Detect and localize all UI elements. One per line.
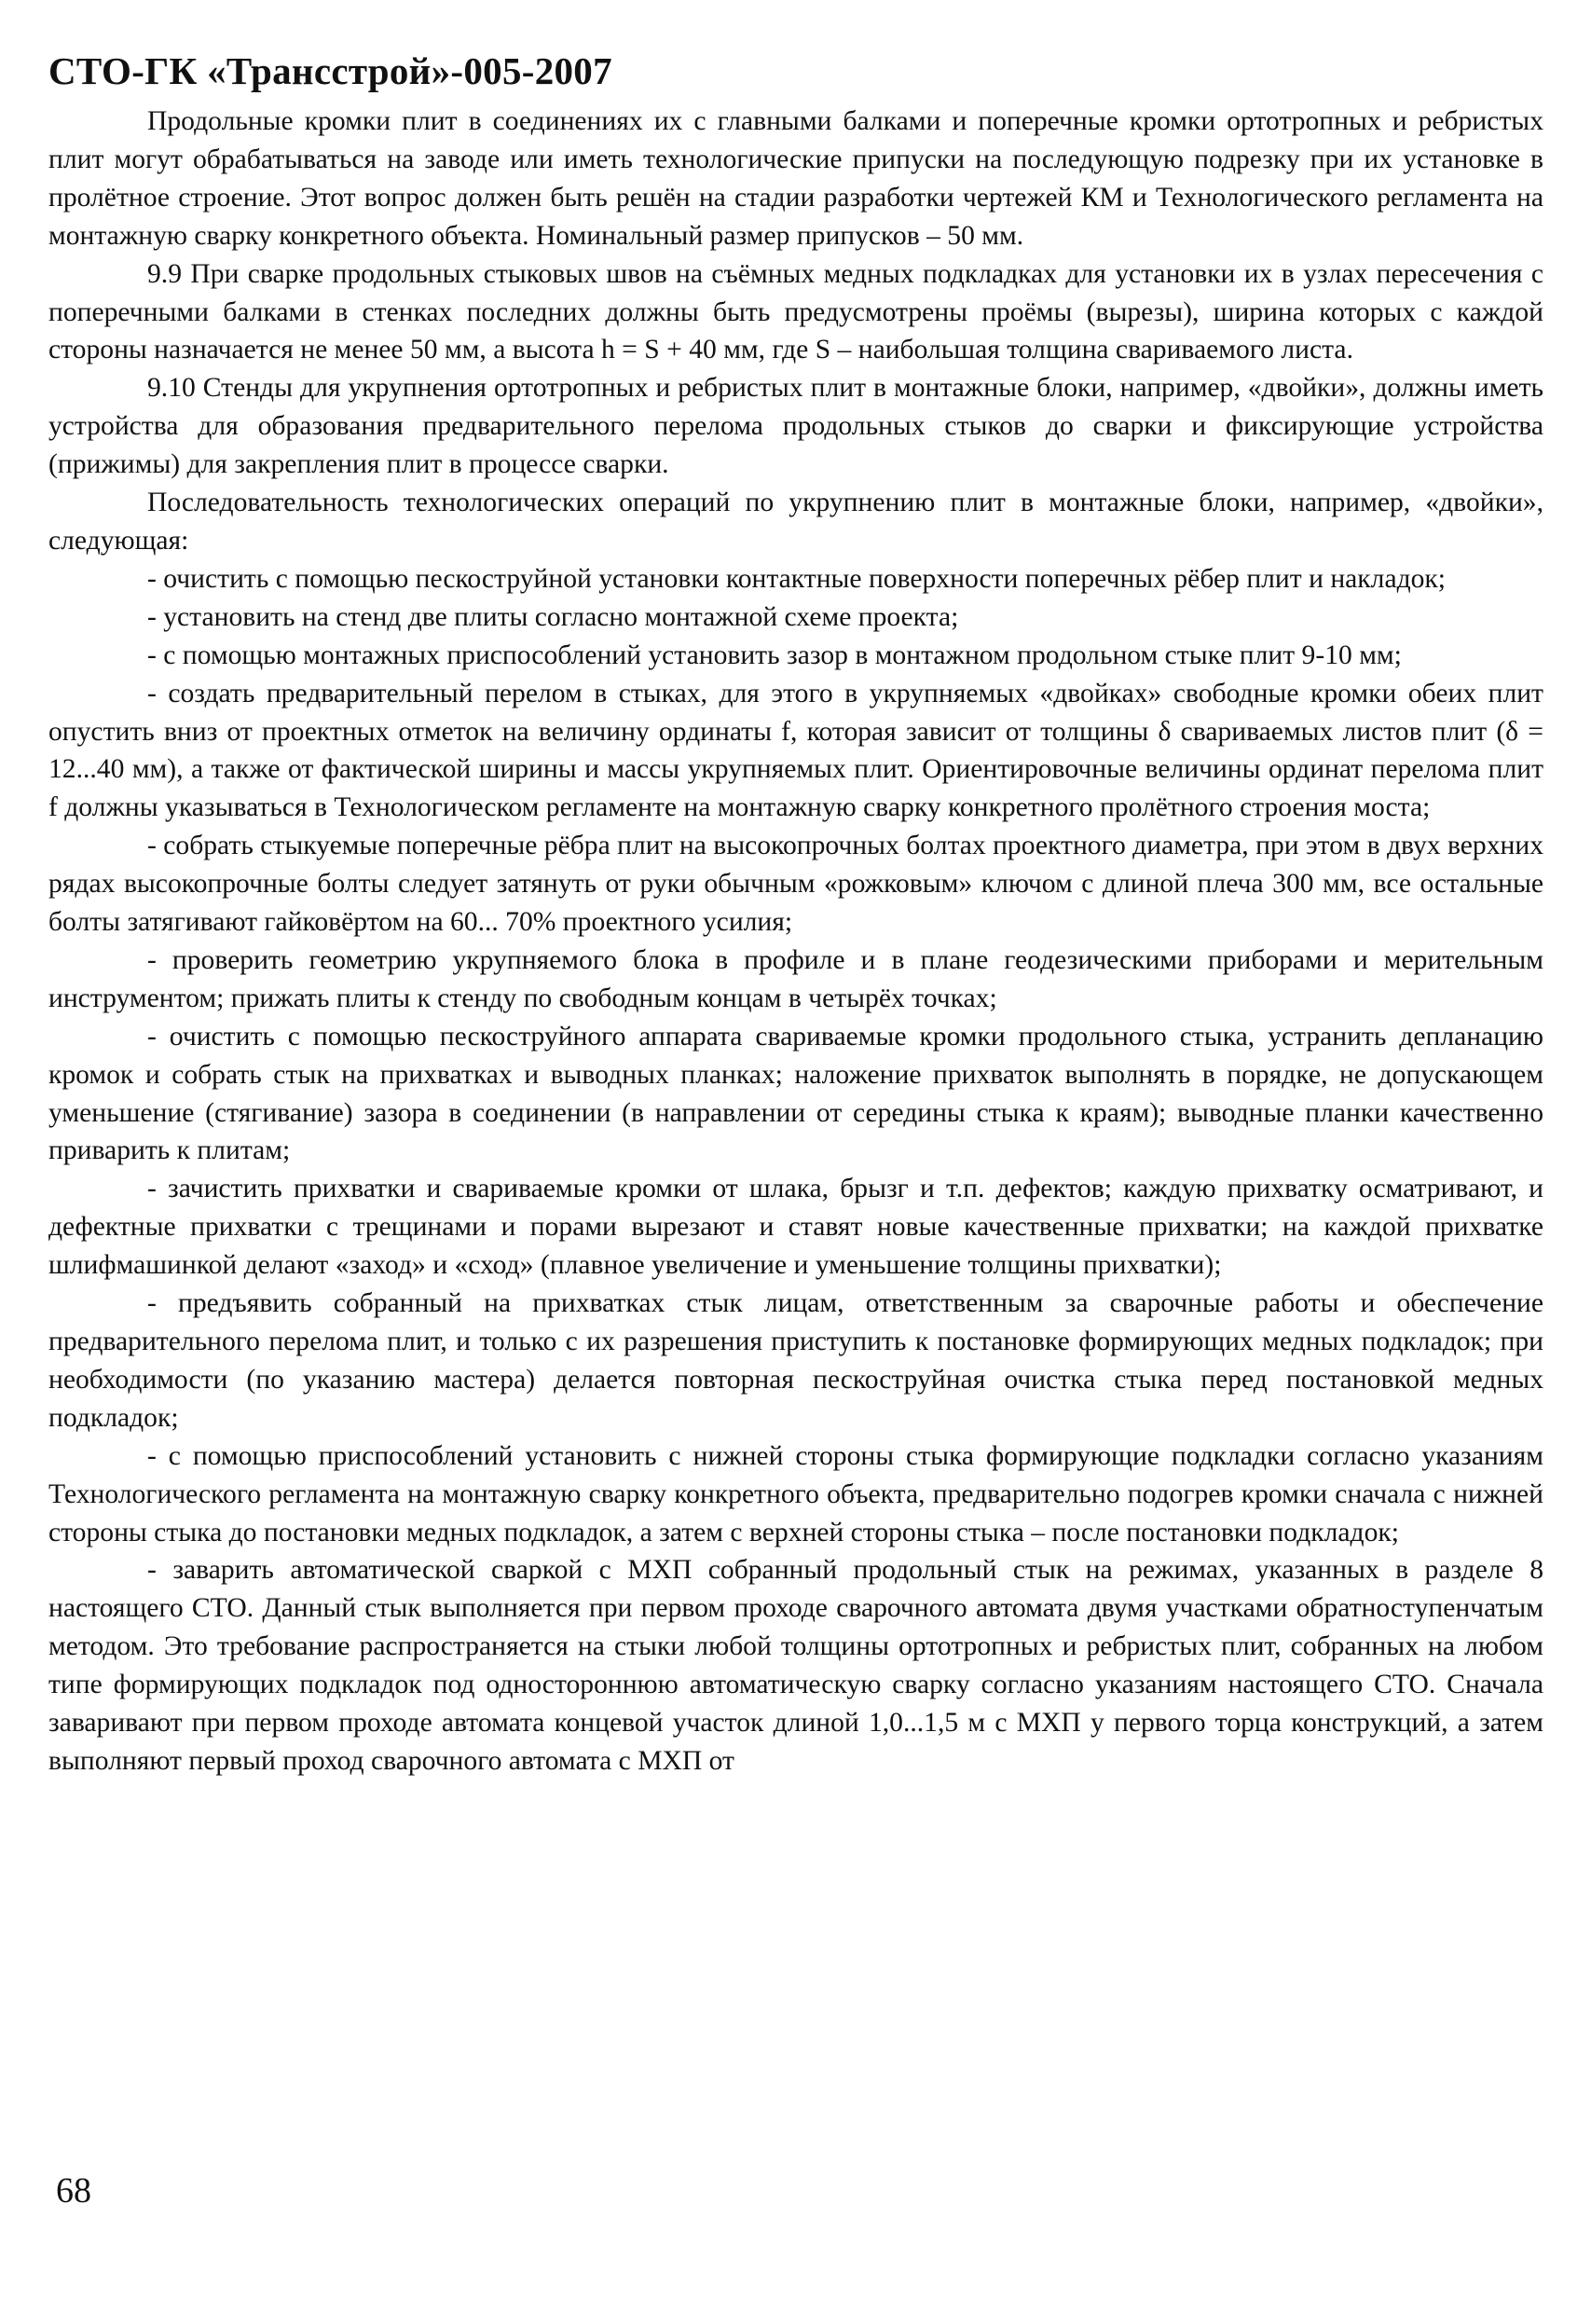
page-number: 68 [56, 2171, 91, 2210]
list-item: - создать предварительный перелом в стыках, для этого в укрупняемых «двойках» свободные кромки обеих плит опустить вниз от проектных отметок на величину ординаты f, которая зависит от толщины δ свариваемых листов плит (δ = 12...40 мм), а также от фактической ширины и массы укрупняемых плит. Ориентировочные величины ординат перелома плит f должны указываться в Технологическом регламенте на монтажную сварку конкретного пролётного строения моста; [48, 678, 1543, 823]
list-item: - с помощью приспособлений установить с нижней стороны стыка формирующие подкладки согласно указаниям Технологического регламента на монтажную сварку конкретного объекта, предварительно подогрев кромки сначала с нижней стороны стыка до постановки медных подкладок, а затем с верхней стороны стыка – после постановки подкладок; [48, 1440, 1543, 1547]
paragraph: 9.10 Стенды для укрупнения ортотропных и ребристых плит в монтажные блоки, например, «двойки», должны иметь устройства для образования предварительного перелома продольных стыков до сварки и фиксирующие устройства (прижимы) для закрепления плит в процессе сварки. [48, 373, 1543, 480]
list-item: - собрать стыкуемые поперечные рёбра плит на высокопрочных болтах проектного диаметра, при этом в двух верхних рядах высокопрочные болты следует затянуть от руки обычным «рожковым» ключом с длиной плеча 300 мм, все остальные болты затягивают гайковёртом на 60... 70% проектного усилия; [48, 831, 1543, 938]
paragraph: Последовательность технологических операций по укрупнению плит в монтажные блоки, например, «двойки», следующая: [48, 488, 1543, 556]
list-item: - очистить с помощью пескоструйной установки контактные поверхности поперечных рёбер плит и накладок; [147, 563, 1447, 594]
paragraph: Продольные кромки плит в соединениях их с главными балками и поперечные кромки ортотропных и ребристых плит могут обрабатываться на заводе или иметь технологические припуски на последующую подрезку при их установке в пролётное строение. Этот вопрос должен быть решён на стадии разработки чертежей КМ и Технологического регламента на монтажную сварку конкретного объекта. Номинальный размер припусков – 50 мм. [48, 106, 1543, 251]
document-body [48, 103, 1543, 1781]
list-item: - предъявить собранный на прихватках стык лицам, ответственным за сварочные работы и обеспечение предварительного перелома плит, и только с их разрешения приступить к постановке формирующих медных подкладок; при необходимости (по указанию мастера) делается повторная пескоструйная очистка стыка перед постановкой медных подкладок; [48, 1288, 1543, 1433]
paragraph: 9.9 При сварке продольных стыковых швов на съёмных медных подкладках для установки их в узлах пересечения с поперечными балками в стенках последних должны быть предусмотрены проёмы (вырезы), ширина которых с каждой стороны назначается не менее 50 мм, а высота h = S + 40 мм, где S – наибольшая толщина свариваемого листа. [48, 258, 1543, 365]
list-item: - заварить автоматической сваркой с МХП собранный продольный стык на режимах, указанных в разделе 8 настоящего СТО. Данный стык выполняется при первом проходе сварочного автомата двумя участками обратноступенчатым методом. Это требование распространяется на стыки любой толщины ортотропных и ребристых плит, собранных на любом типе формирующих подкладок под одностороннюю автоматическую сварку согласно указаниям настоящего СТО. Сначала заваривают при первом проходе автомата концевой участок длиной 1,0...1,5 м с МХП у первого торца конструкций, а затем выполняют первый проход сварочного автомата с МХП от [48, 1555, 1543, 1776]
list-item: - зачистить прихватки и свариваемые кромки от шлака, брызг и т.п. дефектов; каждую прихватку осматривают, и дефектные прихватки с трещинами и порами вырезают и ставят новые качественные прихватки; на каждой прихватке шлифмашинкой делают «заход» и «сход» (плавное увеличение и уменьшение толщины прихватки); [48, 1174, 1543, 1281]
document-header: СТО-ГК «Трансстрой»-005-2007 [48, 49, 612, 92]
list-item: - проверить геометрию укрупняемого блока в профиле и в плане геодезическими приборами и мерительным инструментом; прижать плиты к стенду по свободным концам в четырёх точках; [48, 944, 1543, 1013]
list-item: - с помощью монтажных приспособлений установить зазор в монтажном продольном стыке плит 9-10 мм; [147, 639, 1402, 670]
list-item: - установить на стенд две плиты согласно монтажной схеме проекта; [147, 601, 959, 632]
list-item: - очистить с помощью пескоструйного аппарата свариваемые кромки продольного стыка, устранить депланацию кромок и собрать стык на прихватках и выводных планках; наложение прихваток выполнять в порядке, не допускающем уменьшение (стягивание) зазора в соединении (в направлении от середины стыка к краям); выводные планки качественно приварить к плитам; [48, 1021, 1543, 1166]
